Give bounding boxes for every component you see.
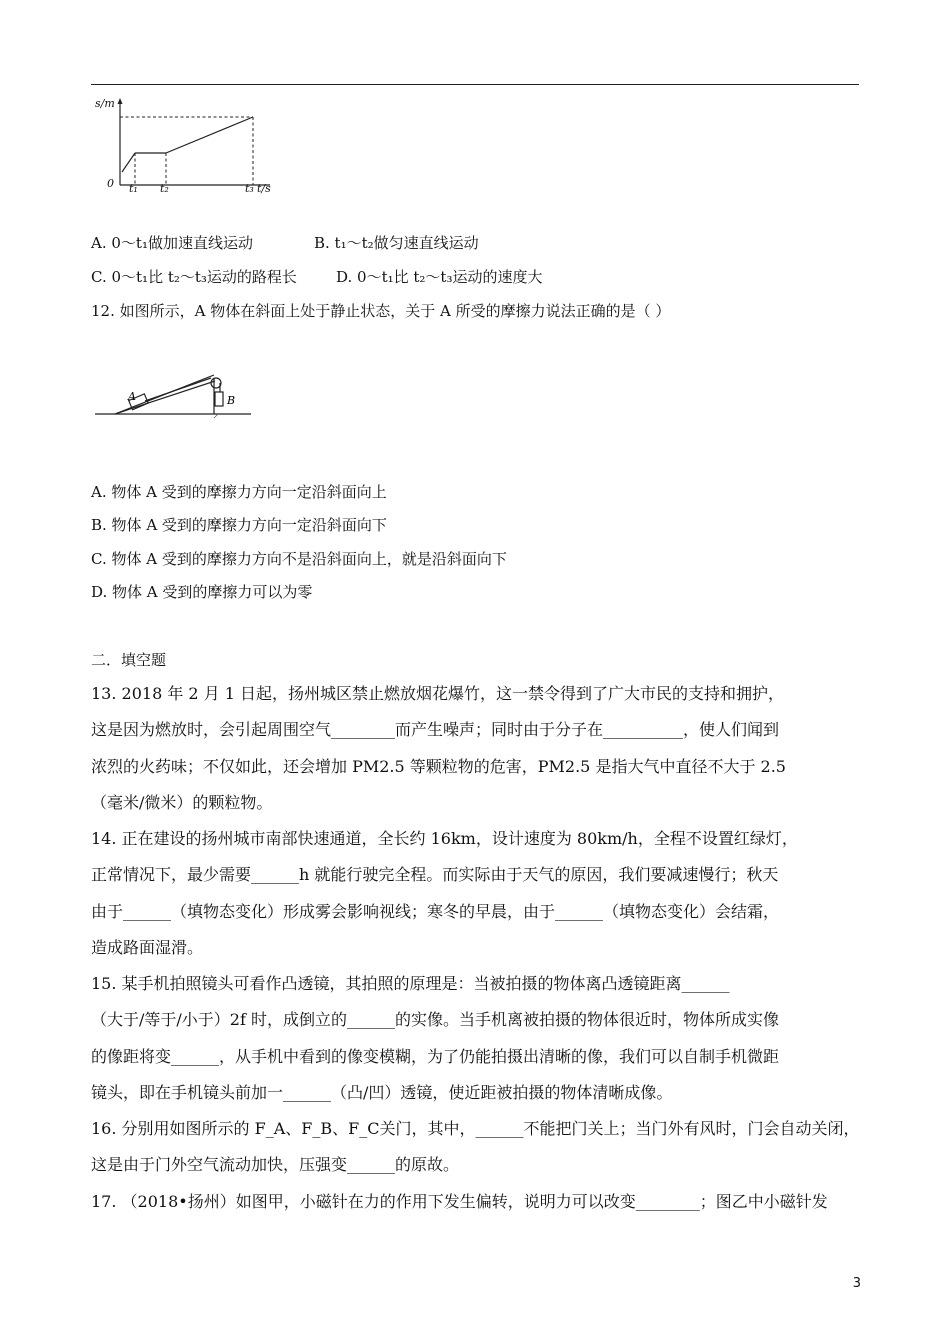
q13-line-3: 浓烈的火药味；不仅如此，还会增加 PM2.5 等颗粒物的危害，PM2.5 是指大气中直径不大于 2.5 (91, 757, 786, 776)
q12-option-a: A. 物体 A 受到的摩擦力方向一定沿斜面向上 (91, 483, 387, 501)
q12-option-d: D. 物体 A 受到的摩擦力可以为零 (91, 583, 313, 601)
q12-option-c: C. 物体 A 受到的摩擦力方向不是沿斜面向上，就是沿斜面向下 (91, 550, 507, 568)
origin-label: 0 (107, 177, 114, 190)
header-rule (91, 84, 859, 85)
q16-line-1: 16. 分别用如图所示的 F_A、F_B、F_C关门，其中，______不能把门关上；当门外有风时，门会自动关闭， (91, 1119, 860, 1138)
q16-line-2: 这是由于门外空气流动加快，压强变______的原故。 (91, 1155, 460, 1174)
q15-line-4: 镜头，即在手机镜头前加一______（凸/凹）透镜，使近距被拍摄的物体清晰成像。 (91, 1083, 673, 1102)
block-a-label: A (128, 390, 136, 403)
section-heading: 二．填空题 (91, 651, 167, 669)
q15-line-3: 的像距将变______，从手机中看到的像变模糊，为了仍能拍摄出清晰的像，我们可以自制手机微距 (91, 1047, 780, 1066)
q14-line-1: 14. 正在建设的扬州城市南部快速通道，全长约 16km，设计速度为 80km/h，全程不设置红绿灯， (91, 829, 798, 848)
q11-option-b: B. t₁～t₂做匀速直线运动 (314, 234, 479, 252)
q12-stem: 12. 如图所示，A 物体在斜面上处于静止状态，关于 A 所受的摩擦力说法正确的是（ ） (91, 302, 671, 320)
s-t-graph (95, 95, 295, 200)
incline-pulley-figure (93, 365, 253, 425)
page-number: 3 (852, 1276, 861, 1291)
q12-option-b: B. 物体 A 受到的摩擦力方向一定沿斜面向下 (91, 516, 387, 534)
q11-option-d: D. 0～t₁比 t₂～t₃运动的速度大 (336, 268, 543, 286)
q15-line-1: 15. 某手机拍照镜头可看作凸透镜，其拍照的原理是：当被拍摄的物体离凸透镜距离______ (91, 974, 730, 993)
t3-label: t₃ (245, 182, 254, 195)
q13-line-1: 13. 2018 年 2 月 1 日起，扬州城区禁止燃放烟花爆竹，这一禁令得到了广大市民的支持和拥护， (91, 684, 785, 703)
q11-option-c: C. 0～t₁比 t₂～t₃运动的路程长 (91, 268, 297, 286)
x-axis-label: t/s (257, 182, 271, 195)
q15-line-2: （大于/等于/小于）2f 时，成倒立的______的实像。当手机离被拍摄的物体很近时，物体所成实像 (91, 1010, 779, 1029)
t1-label: t₁ (129, 182, 138, 195)
q14-line-4: 造成路面湿滑。 (91, 938, 204, 957)
q14-line-2: 正常情况下，最少需要______h 就能行驶完全程。而实际由于天气的原因，我们要减速慢行；秋天 (91, 865, 779, 884)
q11-option-a: A. 0～t₁做加速直线运动 (91, 234, 253, 252)
q14-line-3: 由于______（填物态变化）形成雾会影响视线；寒冬的早晨，由于______（填物态变化）会结霜， (91, 902, 780, 921)
q13-line-2: 这是因为燃放时，会引起周围空气________而产生噪声；同时由于分子在__________，使人们闻到 (91, 720, 780, 739)
block-b-label: B (227, 394, 236, 407)
y-axis-label: s/m (95, 97, 115, 110)
q17-line-1: 17. （2018•扬州）如图甲，小磁针在力的作用下发生偏转，说明力可以改变________；图乙中小磁针发 (91, 1192, 828, 1211)
q13-line-4: （毫米/微米）的颗粒物。 (91, 793, 273, 812)
t2-label: t₂ (160, 182, 169, 195)
